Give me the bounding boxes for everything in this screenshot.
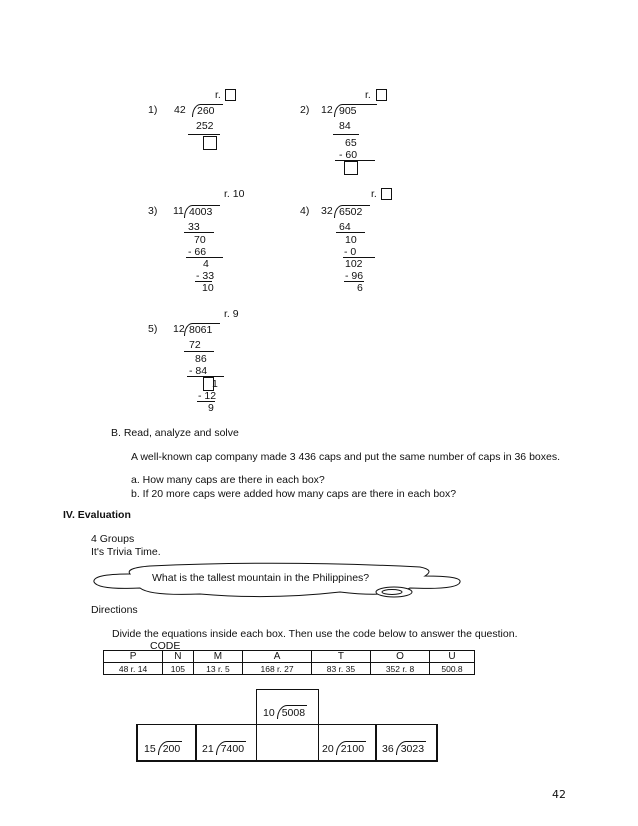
code-letter: T bbox=[311, 651, 370, 663]
answer-box[interactable] bbox=[381, 188, 392, 200]
code-value: 168 r. 27 bbox=[243, 663, 312, 675]
code-value: 352 r. 8 bbox=[370, 663, 429, 675]
subtrahend: - 66 bbox=[188, 246, 207, 258]
division-expression bbox=[144, 741, 182, 755]
remainder-label: r. 9 bbox=[224, 308, 239, 320]
grid-line bbox=[136, 724, 438, 725]
subtraction-line bbox=[184, 232, 214, 233]
grid-line bbox=[136, 724, 138, 762]
problem-number: 5) bbox=[148, 323, 158, 335]
dividend: 260 bbox=[192, 104, 223, 117]
dividend: 2100 bbox=[336, 741, 366, 755]
subtrahend: 33 bbox=[188, 221, 200, 233]
answer-box[interactable] bbox=[344, 161, 358, 175]
code-value: 48 r. 14 bbox=[104, 663, 163, 675]
divisor: 20 bbox=[322, 743, 334, 755]
problem-number: 1) bbox=[148, 104, 158, 116]
question-a: a. How many caps are there in each box? bbox=[131, 474, 325, 486]
code-table bbox=[103, 650, 475, 675]
remainder-value: 10 bbox=[202, 282, 214, 294]
dividend: 200 bbox=[158, 741, 183, 755]
answer-box[interactable] bbox=[225, 89, 236, 101]
question-b: b. If 20 more caps were added how many caps are there in each box? bbox=[131, 488, 457, 500]
word-problem-text: A well-known cap company made 3 436 caps and put the same number of caps in 36 boxes. bbox=[131, 451, 561, 463]
dividend: 905 bbox=[334, 104, 377, 117]
subtrahend: - 84 bbox=[189, 365, 208, 377]
problem-number: 4) bbox=[300, 205, 310, 217]
directions-label: Directions bbox=[91, 604, 138, 616]
evaluation-heading: IV. Evaluation bbox=[63, 509, 131, 521]
subtraction-line bbox=[336, 232, 365, 233]
remainder-value: 9 bbox=[208, 402, 214, 414]
code-value: 13 r. 5 bbox=[193, 663, 243, 675]
dividend: 6502 bbox=[334, 205, 370, 218]
subtrahend: 72 bbox=[189, 339, 201, 351]
subtraction-line bbox=[188, 134, 220, 135]
divisor: 12 bbox=[173, 323, 185, 335]
divisor: 32 bbox=[321, 205, 333, 217]
code-letter: U bbox=[430, 651, 475, 663]
remainder-label: r. bbox=[365, 89, 371, 101]
grid-line bbox=[375, 724, 377, 762]
difference: 86 bbox=[195, 353, 207, 365]
directions-text: Divide the equations inside each box. Then use the code below to answer the question. bbox=[112, 628, 518, 640]
subtrahend: - 96 bbox=[345, 270, 364, 282]
division-expression bbox=[263, 705, 307, 719]
dividend: 5008 bbox=[277, 705, 307, 719]
subtrahend: - 33 bbox=[196, 270, 215, 282]
dividend: 4003 bbox=[184, 205, 220, 218]
grid-line bbox=[136, 760, 438, 762]
code-values-row bbox=[104, 663, 475, 675]
divisor: 10 bbox=[263, 707, 275, 719]
division-expression bbox=[202, 741, 246, 755]
code-label: CODE bbox=[150, 640, 181, 652]
code-letters-row bbox=[104, 651, 475, 663]
remainder-label: r. bbox=[371, 188, 377, 200]
subtrahend: 84 bbox=[339, 120, 351, 132]
subtrahend: - 0 bbox=[344, 246, 357, 258]
answer-box[interactable] bbox=[376, 89, 387, 101]
page-number: 42 bbox=[552, 788, 566, 801]
code-value: 500.8 bbox=[430, 663, 475, 675]
divisor: 36 bbox=[382, 743, 394, 755]
subtrahend: - 12 bbox=[198, 390, 217, 402]
difference: 70 bbox=[194, 234, 206, 246]
code-letter: P bbox=[104, 651, 163, 663]
difference: 65 bbox=[345, 137, 357, 149]
divisor: 42 bbox=[174, 104, 186, 116]
dividend: 7400 bbox=[216, 741, 246, 755]
remainder-label: r. 10 bbox=[224, 188, 245, 200]
subtrahend: 252 bbox=[196, 120, 214, 132]
code-letter: O bbox=[370, 651, 429, 663]
subtrahend: - 60 bbox=[339, 149, 358, 161]
divisor: 21 bbox=[202, 743, 214, 755]
code-letter: M bbox=[193, 651, 243, 663]
code-value: 105 bbox=[163, 663, 194, 675]
section-b-heading: B. Read, analyze and solve bbox=[111, 427, 239, 439]
divisor: 11 bbox=[173, 205, 184, 217]
remainder-value: 6 bbox=[357, 282, 363, 294]
problem-number: 2) bbox=[300, 104, 310, 116]
difference: 4 bbox=[203, 258, 209, 270]
subtraction-line bbox=[184, 351, 214, 352]
answer-box[interactable] bbox=[203, 136, 217, 150]
code-letter: N bbox=[163, 651, 194, 663]
dividend: 8061 bbox=[184, 323, 220, 336]
grid-line bbox=[436, 724, 438, 762]
answer-cell[interactable] bbox=[256, 689, 319, 762]
subtraction-line bbox=[333, 134, 359, 135]
division-expression bbox=[382, 741, 426, 755]
trivia-question: What is the tallest mountain in the Philippines? bbox=[152, 572, 370, 584]
subtrahend: 64 bbox=[339, 221, 351, 233]
trivia-text: It's Trivia Time. bbox=[91, 546, 161, 558]
code-letter: A bbox=[243, 651, 312, 663]
remainder-label: r. bbox=[215, 89, 221, 101]
problem-number: 3) bbox=[148, 205, 158, 217]
difference: 10 bbox=[345, 234, 357, 246]
divisor: 12 bbox=[321, 104, 333, 116]
difference: 1 bbox=[212, 378, 218, 390]
division-expression bbox=[322, 741, 366, 755]
groups-text: 4 Groups bbox=[91, 533, 135, 545]
divisor: 15 bbox=[144, 743, 156, 755]
dividend: 3023 bbox=[396, 741, 426, 755]
grid-line bbox=[195, 724, 197, 762]
difference: 102 bbox=[345, 258, 363, 270]
code-value: 83 r. 35 bbox=[311, 663, 370, 675]
